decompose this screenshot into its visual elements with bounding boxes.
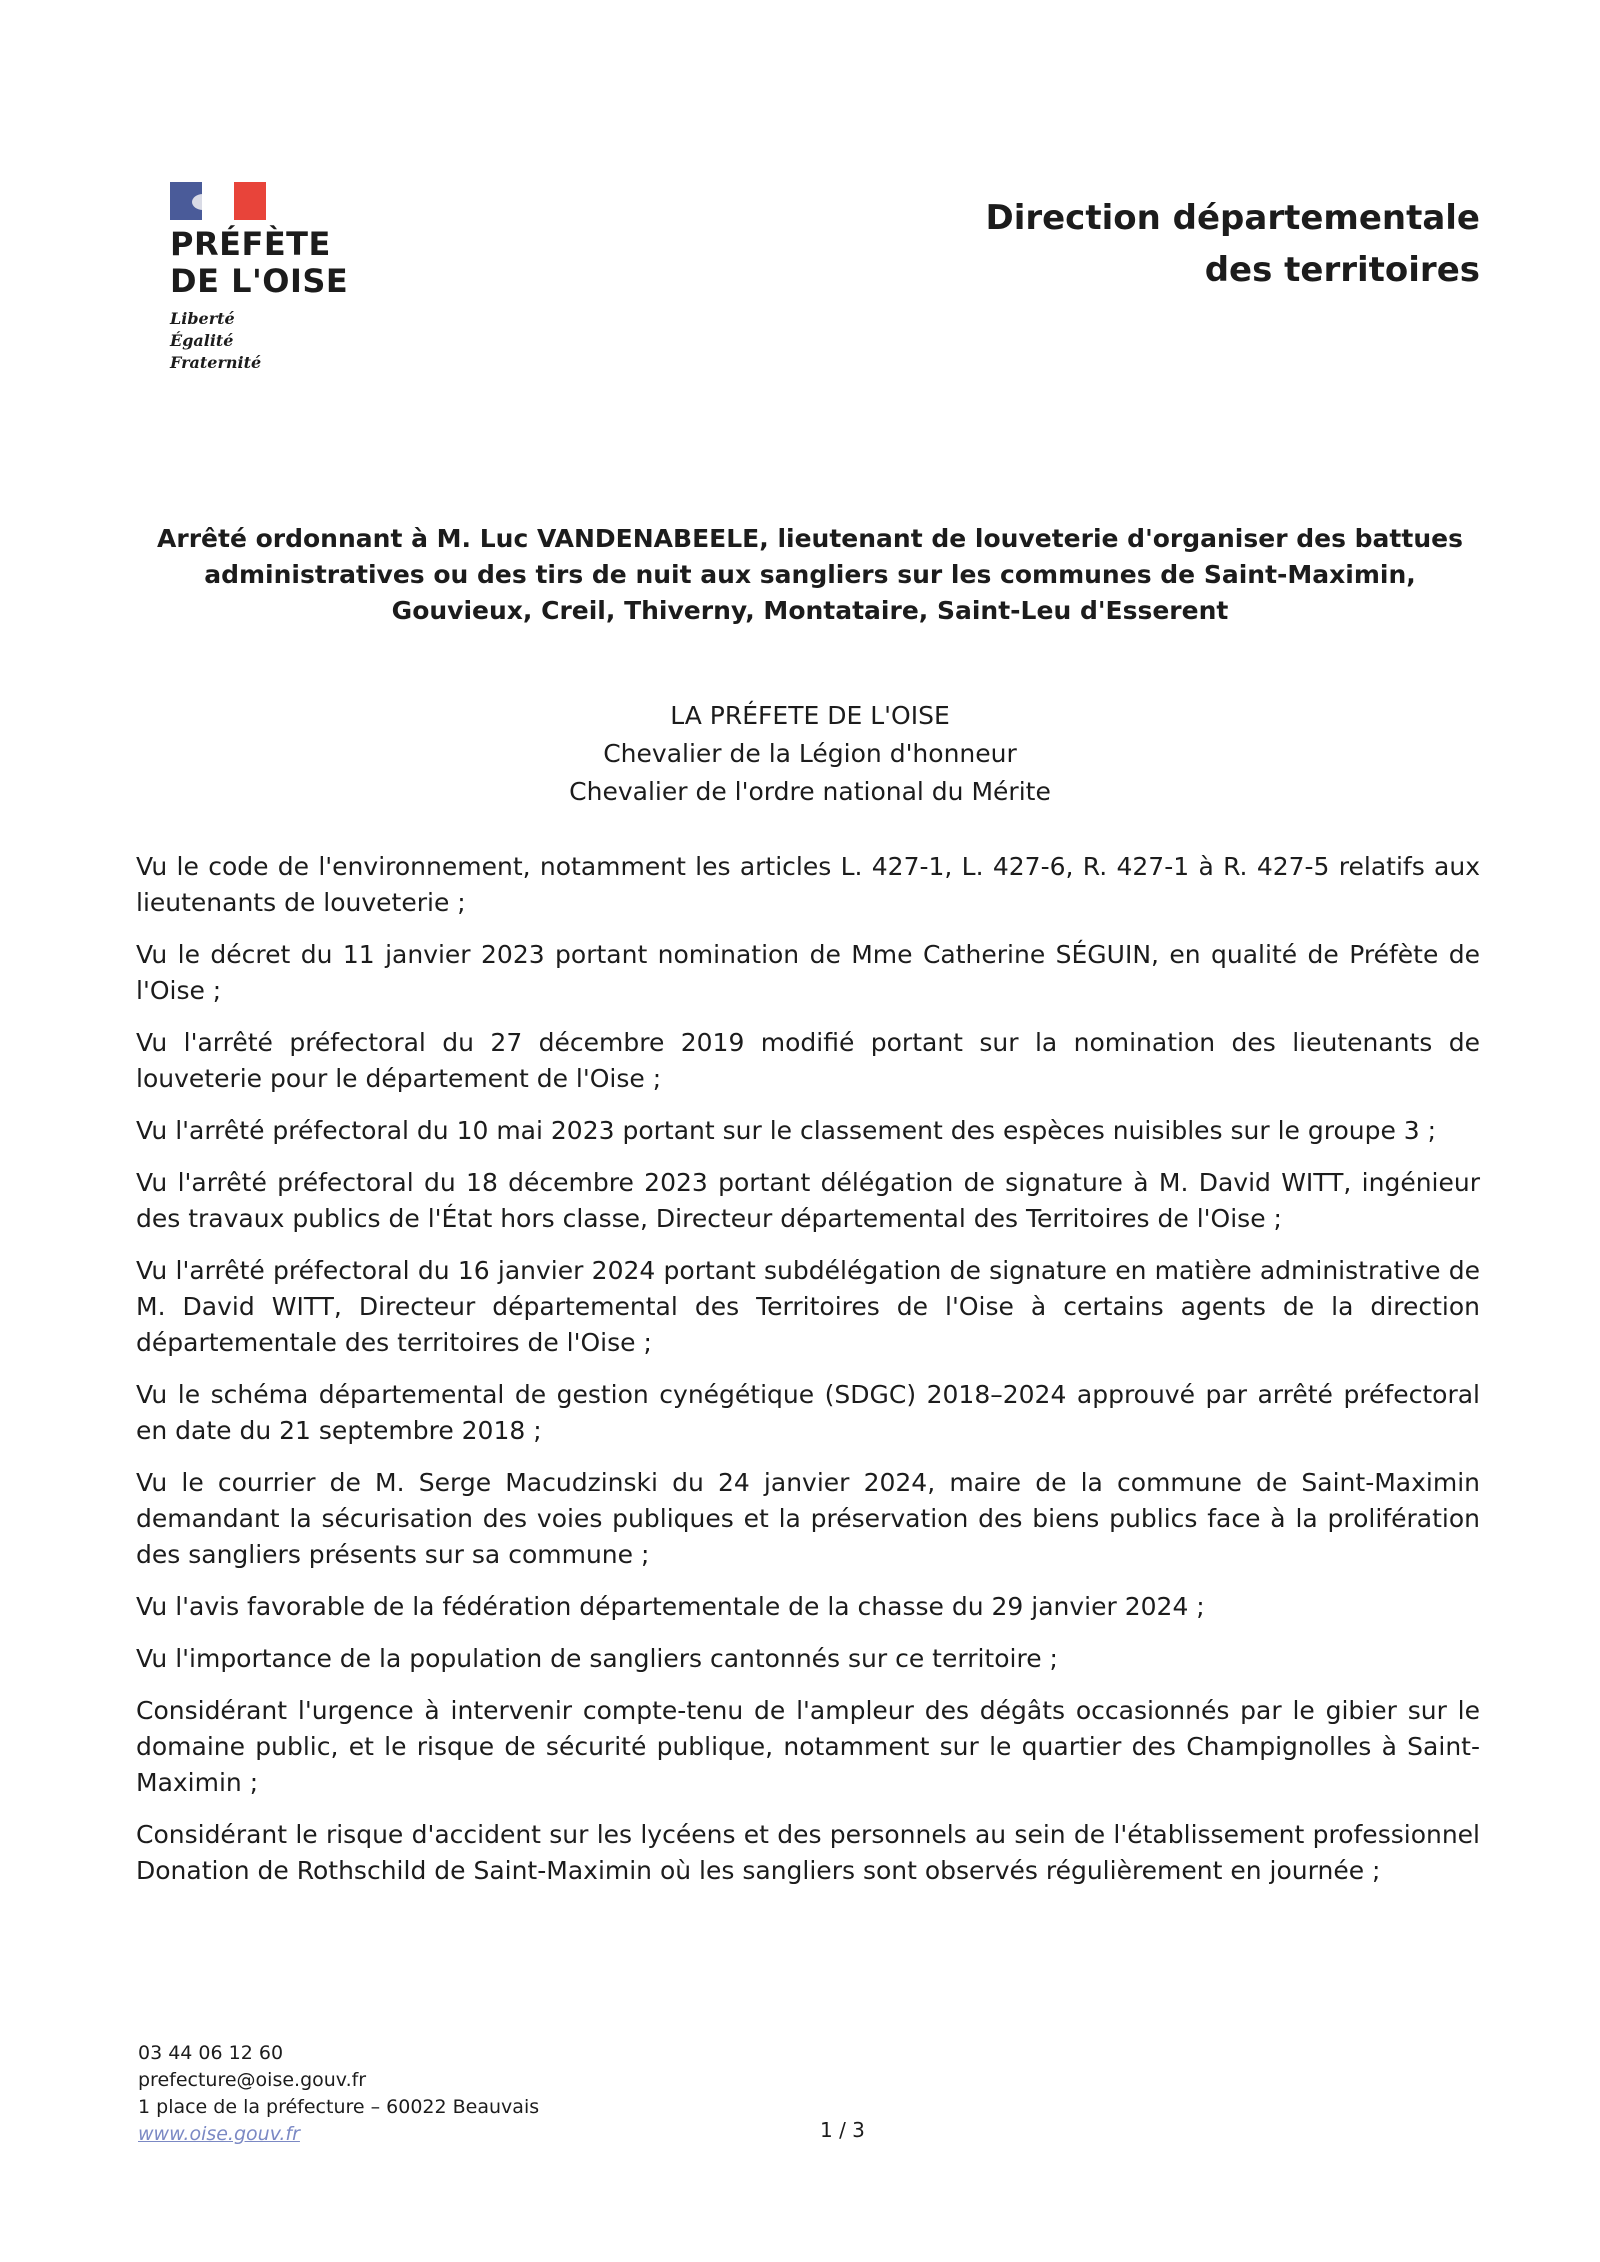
motto-liberte: Liberté <box>170 309 235 328</box>
direction-heading <box>985 192 1480 296</box>
motto-egalite: Égalité <box>170 331 234 350</box>
republic-motto <box>170 308 390 374</box>
visa-paragraph: Vu l'importance de la population de sangliers cantonnés sur ce territoire ; <box>136 1644 1058 1673</box>
considerant-paragraph: Considérant l'urgence à intervenir compte-tenu de l'ampleur des dégâts occasionnés par le gibier sur le domaine public, et le risque de sécurité publique, notamment sur le quartier des Champignolles à Saint-Maximin ; <box>136 1696 1480 1797</box>
considerant-paragraph: Considérant le risque d'accident sur les lycéens et des personnels au sein de l'établissement professionnel Donation de Rothschild de Saint-Maximin où les sangliers sont observés régulièrement en journée ; <box>136 1820 1480 1885</box>
visa-paragraph: Vu l'arrêté préfectoral du 16 janvier 2024 portant subdélégation de signature en matière administrative de M. David WITT, Directeur départemental des Territoires de l'Oise à certains agents de la direction départementale des territoires de l'Oise ; <box>136 1256 1480 1357</box>
republic-flag-icon <box>170 182 266 220</box>
footer-website-link[interactable]: www.oise.gouv.fr <box>138 2123 300 2145</box>
authority-honor-2: Chevalier de l'ordre national du Mérite <box>569 777 1051 806</box>
prefecture-logo <box>170 182 390 374</box>
authority-block <box>200 697 1420 811</box>
logo-line2: DE L'OISE <box>170 262 349 300</box>
footer-phone: 03 44 06 12 60 <box>138 2042 284 2064</box>
visa-paragraph: Vu l'avis favorable de la fédération départementale de la chasse du 29 janvier 2024 ; <box>136 1592 1205 1621</box>
page-number: 1 / 3 <box>820 2118 865 2142</box>
logo-title <box>170 226 390 300</box>
direction-line2: des territoires <box>1204 250 1480 290</box>
footer-email[interactable]: prefecture@oise.gouv.fr <box>138 2069 367 2091</box>
direction-line1: Direction départementale <box>985 198 1480 238</box>
decree-title: Arrêté ordonnant à M. Luc VANDENABEELE, lieutenant de louveterie d'organiser des battues administratives ou des tirs de nuit aux sangliers sur les communes de Saint-Maximin, Gouvieux, Creil, Thiverny, Montataire, Saint-Leu d'Esserent <box>157 524 1463 625</box>
visa-paragraph: Vu le code de l'environnement, notamment les articles L. 427-1, L. 427-6, R. 427-1 à R. 427-5 relatifs aux lieutenants de louveterie ; <box>136 852 1480 917</box>
footer-address: 1 place de la préfecture – 60022 Beauvais <box>138 2096 540 2118</box>
visa-paragraph: Vu le courrier de M. Serge Macudzinski du 24 janvier 2024, maire de la commune de Saint-Maximin demandant la sécurisation des voies publiques et la préservation des biens publics face à la prolifération des sangliers présents sur sa commune ; <box>136 1468 1480 1569</box>
visa-paragraph: Vu l'arrêté préfectoral du 18 décembre 2023 portant délégation de signature à M. David WITT, ingénieur des travaux publics de l'État hors classe, Directeur départemental des Territoires de l'Oise ; <box>136 1168 1480 1233</box>
visa-paragraph: Vu l'arrêté préfectoral du 27 décembre 2019 modifié portant sur la nomination des lieutenants de louveterie pour le département de l'Oise ; <box>136 1028 1480 1093</box>
motto-fraternite: Fraternité <box>170 353 262 372</box>
visa-paragraph: Vu le schéma départemental de gestion cynégétique (SDGC) 2018–2024 approuvé par arrêté préfectoral en date du 21 septembre 2018 ; <box>136 1380 1480 1445</box>
footer-contact <box>138 2040 539 2148</box>
authority-title: LA PRÉFETE DE L'OISE <box>670 701 950 730</box>
visa-paragraph: Vu l'arrêté préfectoral du 10 mai 2023 portant sur le classement des espèces nuisibles sur le groupe 3 ; <box>136 1116 1437 1145</box>
visa-paragraph: Vu le décret du 11 janvier 2023 portant nomination de Mme Catherine SÉGUIN, en qualité de Préfète de l'Oise ; <box>136 940 1480 1005</box>
authority-honor-1: Chevalier de la Légion d'honneur <box>603 739 1017 768</box>
logo-line1: PRÉFÈTE <box>170 225 331 263</box>
decree-body <box>136 849 1480 1905</box>
